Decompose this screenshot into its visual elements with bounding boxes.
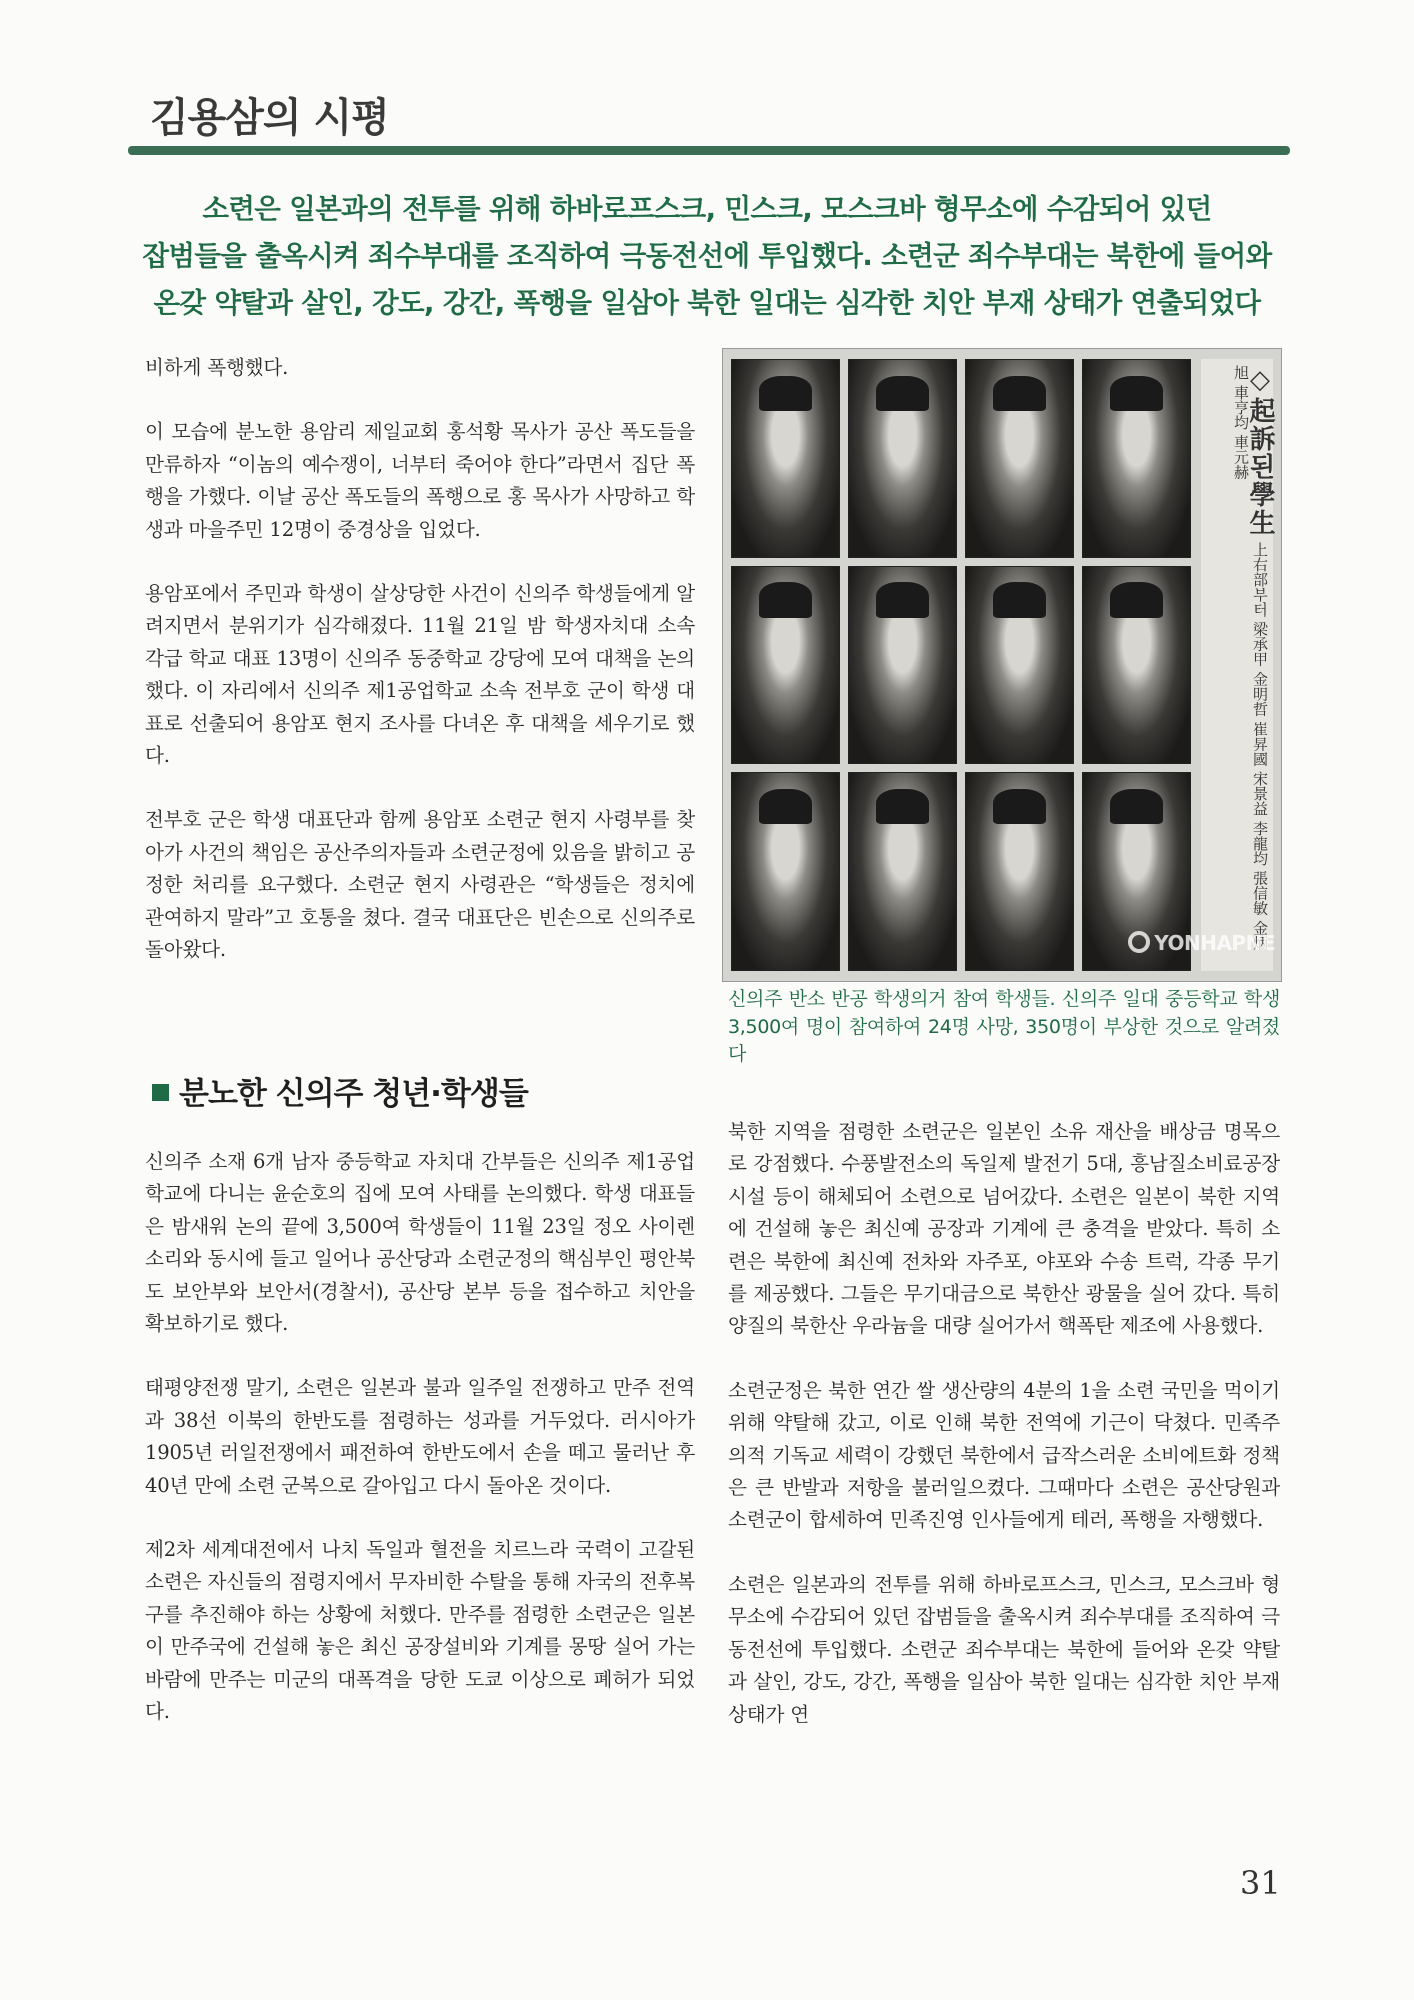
paragraph: 소련군정은 북한 연간 쌀 생산량의 4분의 1을 소련 국민을 먹이기 위해 약탈해 갔고, 이로 인해 북한 전역에 기근이 닥쳤다. 민족주의적 기독교 세력이 강했던 북한에서 급작스러운 소비에트화 정책은 큰 반발과 저항을 불러일으켰다. 그때마다 소련은 공산당원과 소련군이 합세하여 민족진영 인사들에게 테러, 폭행을 자행했다. xyxy=(728,1378,1280,1532)
paragraph: 비하게 폭행했다. xyxy=(145,356,289,379)
paragraph: 태평양전쟁 말기, 소련은 일본과 불과 일주일 전쟁하고 만주 전역과 38선 이북의 한반도를 점령하는 성과를 거두었다. 러시아가 1905년 러일전쟁에서 패전하여 한반도에서 손을 떼고 물러난 후 40년 만에 소련 군복으로 갈아입고 다시 돌아온 것이다. xyxy=(145,1376,695,1497)
square-bullet-icon xyxy=(152,1084,169,1101)
student-portrait xyxy=(965,359,1074,558)
newspaper-text-strip xyxy=(1201,359,1273,971)
paragraph: 북한 지역을 점령한 소련군은 일본인 소유 재산을 배상금 명목으로 강점했다. 수풍발전소의 독일제 발전기 5대, 흥남질소비료공장 시설 등이 해체되어 소련으로 넘어갔다. 소련은 일본이 북한 지역에 건설해 놓은 최신예 공장과 기계에 큰 충격을 받았다. 특히 소련은 북한에 최신예 전차와 자주포, 야포와 수송 트럭, 각종 무기를 제공했다. 그들은 무기대금으로 북한산 광물을 실어 갔다. 특히 양질의 북한산 우라늄을 대량 실어가서 핵폭탄 제조에 사용했다. xyxy=(728,1120,1280,1338)
section-title: 김용삼의 시평 xyxy=(150,95,389,141)
archival-photo xyxy=(722,348,1282,982)
yonhap-logo-icon xyxy=(1128,931,1150,953)
deck-line: 소련은 일본과의 전투를 위해 하바로프스크, 민스크, 모스크바 형무소에 수감되어 있던 xyxy=(202,193,1212,225)
student-portrait xyxy=(1082,359,1191,558)
student-portrait xyxy=(965,772,1074,971)
deck-summary xyxy=(100,186,1314,327)
subheading xyxy=(152,1068,528,1113)
strip-text: 上右部부터 梁承甲 金明哲 崔昇國 宋景益 李龍均 張信敏 金炳旭 車亨均 車元赫 xyxy=(1232,365,1269,951)
deck-line: 잡범들을 출옥시켜 죄수부대를 조직하여 극동전선에 투입했다. 소련군 죄수부대는 북한에 들어와 xyxy=(142,240,1272,272)
watermark xyxy=(1128,931,1275,955)
student-portrait xyxy=(848,566,957,765)
student-portrait xyxy=(731,772,840,971)
subheading-text: 분노한 신의주 청년·학생들 xyxy=(179,1076,528,1112)
paragraph: 소련은 일본과의 전투를 위해 하바로프스크, 민스크, 모스크바 형무소에 수감되어 있던 잡범들을 출옥시켜 죄수부대를 조직하여 극동전선에 투입했다. 소련군 죄수부대는 북한에 들어와 온갖 약탈과 살인, 강도, 강간, 폭행을 일삼아 북한 일대는 심각한 치안 부재 상태가 연 xyxy=(728,1572,1280,1726)
paragraph: 이 모습에 분노한 용암리 제일교회 홍석황 목사가 공산 폭도들을 만류하자 “이놈의 예수쟁이, 너부터 죽어야 한다”라면서 집단 폭행을 가했다. 이날 공산 폭도들의 폭행으로 홍 목사가 사망하고 학생과 마을주민 12명이 중경상을 입었다. xyxy=(145,420,695,541)
student-portrait xyxy=(731,566,840,765)
title-rule xyxy=(128,146,1290,155)
photo-caption: 신의주 반소 반공 학생의거 참여 학생들. 신의주 일대 중등학교 학생 3,500여 명이 참여하여 24명 사망, 350명이 부상한 것으로 알려졌다 xyxy=(728,988,1280,1065)
paragraph: 제2차 세계대전에서 나치 독일과 혈전을 치르느라 국력이 고갈된 소련은 자신들의 점령지에서 무자비한 수탈을 통해 자국의 전후복구를 추진해야 하는 상황에 처했다. 만주를 점령한 소련군은 일본이 만주국에 건설해 놓은 최신 공장설비와 기계를 몽땅 실어 가는 바람에 만주는 미군의 대폭격을 당한 도쿄 이상으로 폐허가 되었다. xyxy=(145,1538,695,1724)
strip-title: ◇起訴된學生 xyxy=(1245,365,1275,537)
student-portrait xyxy=(1082,566,1191,765)
paragraph: 용암포에서 주민과 학생이 살상당한 사건이 신의주 학생들에게 알려지면서 분위기가 심각해졌다. 11월 21일 밤 학생자치대 소속 각급 학교 대표 13명이 신의주 동중학교 강당에 모여 대책을 논의했다. 이 자리에서 신의주 제1공업학교 소속 전부호 군이 학생 대표로 선출되어 용암포 현지 조사를 다녀온 후 대책을 세우기로 했다. xyxy=(145,582,695,768)
deck-line: 온갖 약탈과 살인, 강도, 강간, 폭행을 일삼아 북한 일대는 심각한 치안 부재 상태가 연출되었다 xyxy=(153,287,1261,319)
student-portrait xyxy=(965,566,1074,765)
student-portrait xyxy=(848,772,957,971)
portrait-grid xyxy=(731,359,1191,971)
page-number: 31 xyxy=(1240,1864,1281,1902)
student-portrait xyxy=(848,359,957,558)
right-column xyxy=(728,1116,1280,1763)
student-portrait xyxy=(731,359,840,558)
watermark-text: YONHAPNE xyxy=(1154,931,1275,955)
left-column-bottom xyxy=(145,1146,695,1761)
paragraph: 전부호 군은 학생 대표단과 함께 용암포 소련군 현지 사령부를 찾아가 사건의 책임은 공산주의자들과 소련군정에 있음을 밝히고 공정한 처리를 요구했다. 소련군 현지 사령관은 “학생들은 정치에 관여하지 말라”고 호통을 쳤다. 결국 대표단은 빈손으로 신의주로 돌아왔다. xyxy=(145,808,695,962)
left-column-top xyxy=(145,352,695,999)
paragraph: 신의주 소재 6개 남자 중등학교 자치대 간부들은 신의주 제1공업학교에 다니는 윤순호의 집에 모여 사태를 논의했다. 학생 대표들은 밤새워 논의 끝에 3,500여 학생들이 11월 23일 정오 사이렌 소리와 동시에 들고 일어나 공산당과 소련군정의 핵심부인 평안북도 보안부와 보안서(경찰서), 공산당 본부 등을 접수하고 치안을 확보하기로 했다. xyxy=(145,1150,695,1336)
